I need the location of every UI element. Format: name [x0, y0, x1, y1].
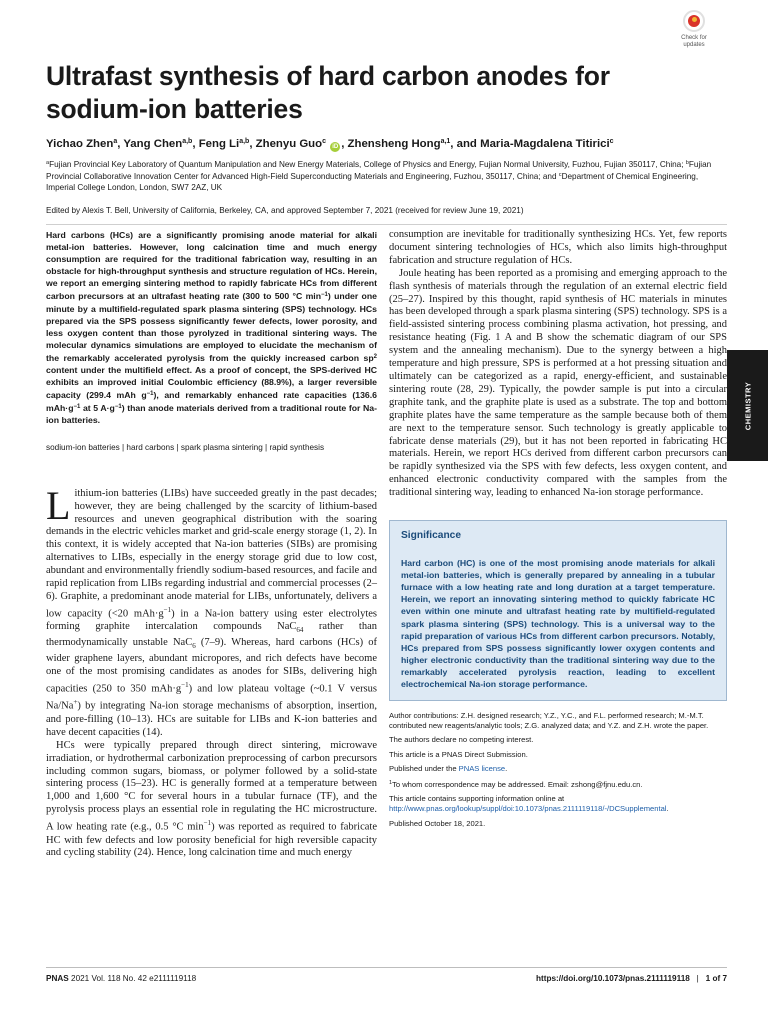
author-name[interactable]: Yang Chen [123, 138, 183, 150]
author-name[interactable]: Yichao Zhen [46, 138, 114, 150]
affiliations: $^a$Fujian Provincial Key Laboratory of Quantum Manipulation and New Energy Materials, College of Physics and Energy, Fujian Normal University, Fuzhou, Fujian 350117, China; $^b$Fujian Provincial Collaborative Innovation Center for Advanced High-Field Superconducting Materials and Engineering, Fuzhou, 350117, China; and $^c$Department of Chemical Engineering, Imperial College London, London, SW7 2AZ, UK [46, 160, 712, 193]
check-for-updates-badge[interactable] [666, 10, 722, 64]
body-paragraph: Joule heating has been reported as a promising and emerging approach to the flash synthesis of materials through the regulation of an external electric field (25–27). Inspired by this thought, rapid synthesis of HC materials in minutes has been developed through a spark plasma sintering (SPS) technology. SPS is a field-assisted sintering process combining plasma activation, hot pressing, and resistance heating (Fig. 1 A and B show the schematic diagram of our SPS system and the annealing mechanism). Due to the synergy between a high temperature and high pressure, SPS is performed at a hot pressing situation and ultimately can be categorized as a rapid, energy-efficient, and sustainable sintering route (28, 29). Typically, the powder sample is put into a circular graphite tank, and the graphite plate is used as a substrate. The top and bottom graphite plates have the same temperature as the sample because both of them are next to the temperature sensor. Such technology is greatly applicable to fabricate dense materials (29), but it has not been reported in fabricating HC materials. Herein, we report HCs derived from different carbon precursors can be rapidly synthesized via the SPS with few defects, less oxygen content, and enhanced electronic conductivity compared with the samples from the traditional sintering way, leading to enhanced Na-ion storage performance. [389, 267, 727, 499]
check-updates-label: Check for updates [681, 35, 707, 48]
section-tab [727, 350, 768, 461]
significance-text: Hard carbon (HC) is one of the most promising anode materials for alkali metal-ion batteries, which is generally prepared by annealing in a tubular furnace with a low heating rate and long duration at a target temperature. Herein, we report an innovating sintering method to quickly fabricate HC even within one minute and ultrafast heating rate by multifield-regulated spark plasma sintering (SPS) technology. This is a universal way to the rapid preparation of various HCs from different carbon precursors. Notably, HCs prepared from SPS possess significantly lower oxygen contents and higher electronic conductivity than the traditional sintering way due to the remarkably accelerated pyrolysis reaction, leading to excellent electrochemical Na-ion storage performance. [401, 558, 715, 689]
check-updates-icon [683, 10, 705, 32]
footer-right: https://doi.org/10.1073/pnas.2111119118 | 1 of 7 [535, 974, 727, 983]
section-tab-label: CHEMISTRY [743, 381, 752, 430]
intro-paragraph: Lithium-ion batteries (LIBs) have succeeded greatly in the past decades; however, they are being challenged by the scarcity of lithium-based resources and uneven geographical distribution with the soaring demands in the electric vehicles market and grid-scale energy storage (1, 2). In this context, it is widely accepted that Na-ion batteries (SIBs) are promising alternatives to LIBs, especially in the energy storage grid due to low cost, abundant and environmentally friendly sodium-based resources, and facile and rapid replication from LIBs regarding industrial and commercial processes (2–6). Graphite, a predominant anode material for LIBs, unfortunately, delivers a low capacity (<20 $mAh\cdot g^{-1}$) in a Na-ion battery using ester electrolytes forming graphite intercalation compounds NaC$_{64}$ rather than thermodynamically unstable NaC$_6$ (7–9). Whereas, hard carbons (HCs) of wider graphene layers, abundant micropores, and rich defects have become one of the most promising candidates as anodes for SIBs, delivering high capacities (250 to 350 $mAh\cdot g^{-1}$) and low plateau voltage (~0.1 V versus Na/Na+) by integrating Na-ion storage mechanisms of absorption, insertion, and pore-filling (10–13). HCs are suitable for LIBs and K-ion batteries and have decent capacities (14). [46, 482, 378, 738]
significance-title: Significance [401, 530, 462, 542]
correspondence-note: $^1$To whom correspondence may be addressed. Email: zshong@fjnu.edu.cn. [389, 780, 643, 790]
author-name[interactable]: Zhensheng Hong [347, 138, 441, 150]
author-list: Yichao Zhen$^a$, Yang Chen$^{a,b}$, Feng Li$^{a,b}$, Zhenyu Guo$^c$ iD , Zhensheng Hong$^{a,1}$, and Maria-Magdalena Titirici$^c$ [46, 138, 614, 150]
doi-link[interactable]: https://doi.org/10.1073/pnas.2111119118 [535, 974, 690, 983]
body-paragraph: HCs were typically prepared through direct sintering, microwave irradiation, or hydrothermal carbonization preprocessing of carbon precursors including common sugars, biomass, or polymer followed by a solid-state sintering process (15–23). HC is generally formed at a temperature between 1,000 and 1,600 °C for several hours in a tubular furnace (TF), and the pyrolysis process plays an essential role in regulating the HC microstructure. A low heating rate (e.g., 0.5 °C $\min^{-1}$) was reported as required to fabricate HC with few defects and low porosity beneficial for high reversible capacity and cycling stability (24). Hence, long calcination time and much energy [46, 739, 377, 859]
header-divider [46, 224, 727, 225]
footer-divider [46, 967, 727, 968]
keywords: sodium-ion batteries | hard carbons | spark plasma sintering | rapid synthesis [46, 442, 325, 452]
right-column [389, 229, 727, 833]
published-date: Published October 18, 2021. [389, 818, 486, 828]
author-name[interactable]: Feng Li [198, 138, 240, 150]
orcid-icon[interactable]: iD [332, 144, 339, 150]
page-number: 1 of 7 [705, 974, 727, 983]
author-contributions: Author contributions: Z.H. designed research; Y.Z., Y.C., and F.L. performed research; M.-M.T. contributed new reagents/analytic tools; Z.G. analyzed data; and Y.Z. and Z.H. wrote the paper. [389, 711, 709, 731]
body-paragraph: consumption are inevitable for traditionally synthesizing HCs. Yet, few reports document sintering technologies of HCs, which also limits high-throughput fabrication and structure regulation of HCs. [389, 229, 727, 266]
edited-by-line: Edited by Alexis T. Bell, University of California, Berkeley, CA, and approved September 7, 2021 (received for review June 19, 2021) [46, 206, 524, 215]
drop-cap: L [46, 482, 71, 528]
supporting-info-link[interactable]: http://www.pnas.org/lookup/suppl/doi:10.1073/pnas.2111119118/-/DCSupplemental [389, 804, 667, 814]
license-link[interactable]: PNAS license [458, 763, 506, 773]
author-name[interactable]: Maria-Magdalena Titirici [480, 138, 610, 150]
author-name[interactable]: Zhenyu Guo [255, 138, 323, 150]
direct-submission: This article is a PNAS Direct Submission. [389, 749, 528, 759]
competing-interest: The authors declare no competing interest. [389, 735, 534, 745]
article-notes [389, 711, 727, 829]
supporting-info-note: This article contains supporting information online at http://www.pnas.org/lookup/suppl/doi:10.1073/pnas.2111119118/-/DCSupplemental. [389, 794, 669, 814]
abstract: Hard carbons (HCs) are a significantly promising anode material for alkali metal-ion batteries. However, long calcination time and much energy consumption are required for the traditional fabrication way, resulting in an obstacle for high-throughput synthesis and structure regulation of HCs. Herein, we report an emerging sintering method to rapidly fabricate HCs from different carbon precursors at an ultrafast heating rate (300 to 500 °C $\min^{-1}$) under one minute by a multifield-regulated spark plasma sintering (SPS) technology. HCs prepared via the SPS possess significantly fewer defects, lower porosity, and less oxygen content than those pyrolyzed in traditional sintering ways. The molecular dynamics simulations are employed to elucidate the mechanism of the remarkably accelerated pyrolysis from the quickly increased carbon $sp^2$ content under the multifield effect. As a proof of concept, the SPS-derived HC exhibits an improved initial Coulombic efficiency (88.9%), a larger reversible capacity (299.4 mAh $g^{-1}$), and remarkably enhanced rate capacities (136.6 $mAh\cdot g^{-1}$ at 5 $A\cdot g^{-1}$) than anode materials derived from a traditional route for Na-ion batteries. [46, 230, 378, 426]
license-note: Published under the PNAS license. [389, 763, 508, 773]
left-column [46, 229, 377, 860]
significance-box [389, 520, 727, 701]
article-title: Ultrafast synthesis of hard carbon anodes for sodium-ion batteries [46, 61, 610, 124]
journal-citation: PNAS 2021 Vol. 118 No. 42 e2111119118 [46, 974, 197, 983]
